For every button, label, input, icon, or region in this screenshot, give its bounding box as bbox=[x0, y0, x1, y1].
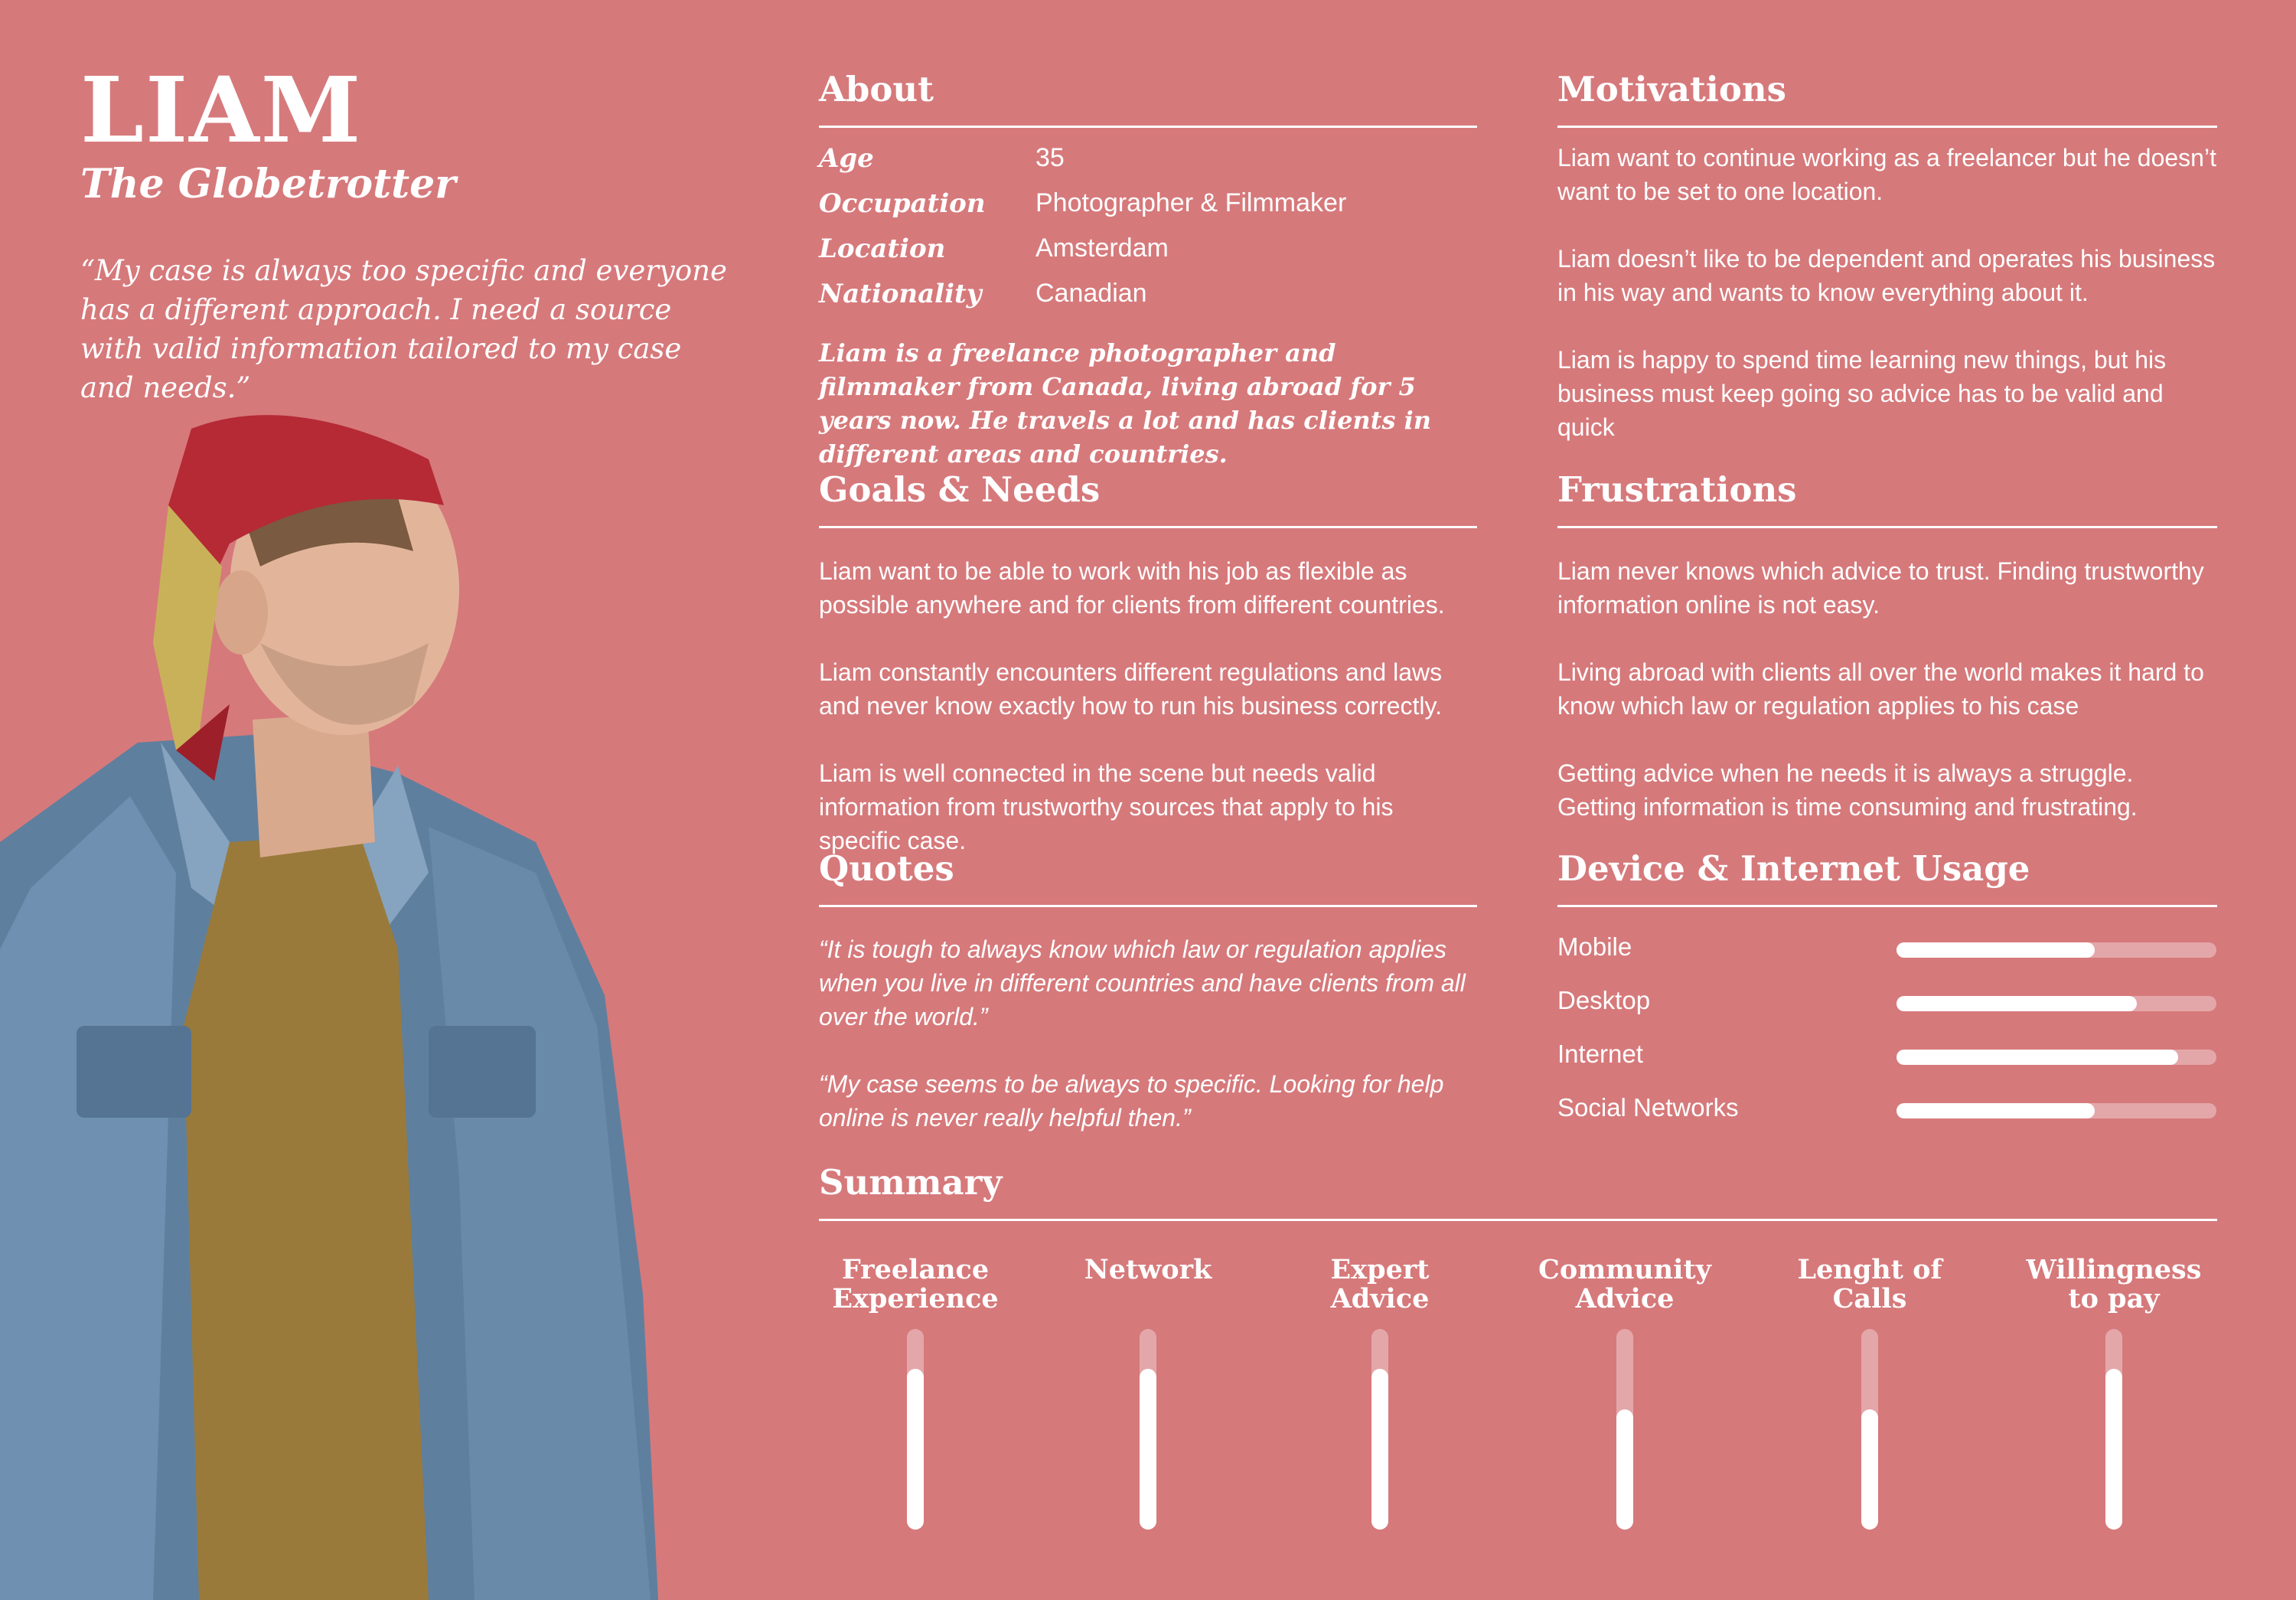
quotes-heading: Quotes bbox=[819, 850, 1477, 907]
usage-row-internet bbox=[1557, 1033, 2217, 1087]
summary-label-line2: Calls bbox=[1832, 1283, 1907, 1314]
summary-item-willingness-to-pay bbox=[1999, 1256, 2229, 1530]
summary-item-length-of-calls bbox=[1755, 1256, 1985, 1530]
summary-label-line1: Freelance bbox=[841, 1254, 990, 1285]
about-row-nationality bbox=[819, 271, 1477, 316]
about-section bbox=[819, 70, 1477, 128]
usage-bar-fill bbox=[1896, 996, 2137, 1011]
summary-item-network bbox=[1033, 1256, 1263, 1530]
motivation-paragraph: Liam is happy to spend time learning new things, but his business must keep going so advice has to be valid and quick bbox=[1557, 346, 2167, 441]
about-label: Location bbox=[819, 233, 946, 264]
summary-slider-track bbox=[907, 1329, 924, 1530]
about-label: Age bbox=[819, 142, 874, 174]
goal-paragraph: Liam constantly encounters different regulations and laws and never know exactly how to run his business correctly. bbox=[819, 658, 1443, 720]
quote-item: “My case seems to be always to specific. Looking for help online is never really helpful then.” bbox=[819, 1070, 1444, 1131]
summary-item-freelance-experience bbox=[801, 1256, 1030, 1530]
summary-label-line2: Advice bbox=[1330, 1283, 1430, 1314]
summary-slider-fill bbox=[1371, 1369, 1388, 1530]
about-value: Photographer & Filmmaker bbox=[1035, 188, 1347, 217]
summary-slider-track bbox=[1371, 1329, 1388, 1530]
motivation-paragraph: Liam want to continue working as a freelancer but he doesn’t want to be set to one location. bbox=[1557, 144, 2216, 205]
goals-section bbox=[819, 471, 1477, 528]
quotes-section bbox=[819, 850, 1477, 907]
about-value: Amsterdam bbox=[1035, 233, 1169, 263]
usage-row-desktop bbox=[1557, 980, 2217, 1033]
persona-name: LIAM bbox=[80, 57, 363, 163]
frustrations-heading: Frustrations bbox=[1557, 471, 2217, 528]
summary-item-community-advice bbox=[1510, 1256, 1740, 1530]
summary-label-line1: Willingness bbox=[2026, 1254, 2202, 1285]
about-table bbox=[819, 136, 1477, 471]
summary-label bbox=[1999, 1256, 2229, 1317]
usage-bar-track bbox=[1896, 1050, 2216, 1065]
usage-label: Mobile bbox=[1557, 932, 1632, 961]
summary-slider-track bbox=[1140, 1329, 1156, 1530]
summary-label-line1: Lenght of bbox=[1797, 1254, 1942, 1285]
summary-label-line2: to pay bbox=[2068, 1283, 2160, 1314]
about-row-occupation bbox=[819, 181, 1477, 226]
about-value: Canadian bbox=[1035, 279, 1147, 308]
motivations-section bbox=[1557, 70, 2217, 128]
device-usage-section bbox=[1557, 850, 2217, 907]
usage-label: Desktop bbox=[1557, 986, 1651, 1014]
usage-bar-fill bbox=[1896, 1050, 2178, 1065]
summary-label bbox=[1265, 1256, 1495, 1317]
usage-bar-fill bbox=[1896, 1103, 2095, 1118]
usage-bar-track bbox=[1896, 1103, 2216, 1118]
about-label: Occupation bbox=[819, 188, 986, 219]
goals-heading: Goals & Needs bbox=[819, 471, 1477, 528]
summary-label bbox=[1033, 1256, 1263, 1317]
goal-paragraph: Liam want to be able to work with his job as flexible as possible anywhere and for clients from different countries. bbox=[819, 557, 1445, 619]
frustration-paragraph: Getting advice when he needs it is always a struggle. Getting information is time consuming and frustrating. bbox=[1557, 759, 2138, 821]
about-row-age bbox=[819, 136, 1477, 181]
frustration-paragraph: Liam never knows which advice to trust. Finding trustworthy information online is not easy. bbox=[1557, 557, 2204, 619]
summary-slider-track bbox=[1861, 1329, 1878, 1530]
usage-bar-track bbox=[1896, 942, 2216, 958]
device-usage-heading: Device & Internet Usage bbox=[1557, 850, 2217, 907]
about-row-location bbox=[819, 226, 1477, 271]
persona-quote: “My case is always too specific and everyone has a different approach. I need a source with valid information tailored to my case and needs.” bbox=[80, 254, 727, 404]
goals-body bbox=[819, 554, 1477, 857]
summary-section bbox=[819, 1164, 2217, 1221]
device-usage-list bbox=[1557, 926, 2217, 1141]
summary-label-line2: Experience bbox=[832, 1283, 999, 1314]
usage-row-mobile bbox=[1557, 926, 2217, 980]
summary-heading: Summary bbox=[819, 1164, 2217, 1221]
motivation-paragraph: Liam doesn’t like to be dependent and operates his business in his way and wants to know everything about it. bbox=[1557, 245, 2216, 306]
about-label: Nationality bbox=[819, 278, 982, 309]
motivations-body bbox=[1557, 141, 2217, 444]
persona-portrait bbox=[0, 413, 673, 1600]
summary-slider-fill bbox=[2105, 1369, 2122, 1530]
summary-slider-track bbox=[1616, 1329, 1633, 1530]
summary-label bbox=[1755, 1256, 1985, 1317]
usage-bar-fill bbox=[1896, 942, 2095, 958]
usage-row-social-networks bbox=[1557, 1087, 2217, 1141]
summary-label bbox=[801, 1256, 1030, 1317]
about-value: 35 bbox=[1035, 143, 1065, 172]
summary-item-expert-advice bbox=[1265, 1256, 1495, 1530]
motivations-heading: Motivations bbox=[1557, 70, 2217, 128]
summary-slider-fill bbox=[1861, 1409, 1878, 1530]
summary-slider-track bbox=[2105, 1329, 2122, 1530]
usage-bar-track bbox=[1896, 996, 2216, 1011]
summary-label-line1: Expert bbox=[1330, 1254, 1430, 1285]
quotes-body bbox=[819, 932, 1477, 1135]
persona-tagline: The Globetrotter bbox=[80, 161, 456, 207]
summary-label bbox=[1510, 1256, 1740, 1317]
summary-slider-fill bbox=[1616, 1409, 1633, 1530]
usage-label: Internet bbox=[1557, 1040, 1643, 1068]
frustration-paragraph: Living abroad with clients all over the world makes it hard to know which law or regulation applies to his case bbox=[1557, 658, 2204, 720]
about-bio: Liam is a freelance photographer and filmmaker from Canada, living abroad for 5 years now. He travels a lot and has clients in different areas and countries. bbox=[819, 338, 1432, 469]
about-heading: About bbox=[819, 70, 1477, 128]
summary-slider-fill bbox=[907, 1369, 924, 1530]
summary-slider-fill bbox=[1140, 1369, 1156, 1530]
usage-label: Social Networks bbox=[1557, 1093, 1739, 1122]
summary-label-line1: Network bbox=[1084, 1254, 1212, 1285]
frustrations-section bbox=[1557, 471, 2217, 528]
summary-label-line1: Community bbox=[1538, 1254, 1711, 1285]
frustrations-body bbox=[1557, 554, 2217, 824]
goal-paragraph: Liam is well connected in the scene but needs valid information from trustworthy sources that apply to his specific case. bbox=[819, 759, 1394, 854]
summary-label-line2: Advice bbox=[1575, 1283, 1675, 1314]
quote-item: “It is tough to always know which law or regulation applies when you live in different countries and have clients from all over the world.” bbox=[819, 936, 1466, 1030]
